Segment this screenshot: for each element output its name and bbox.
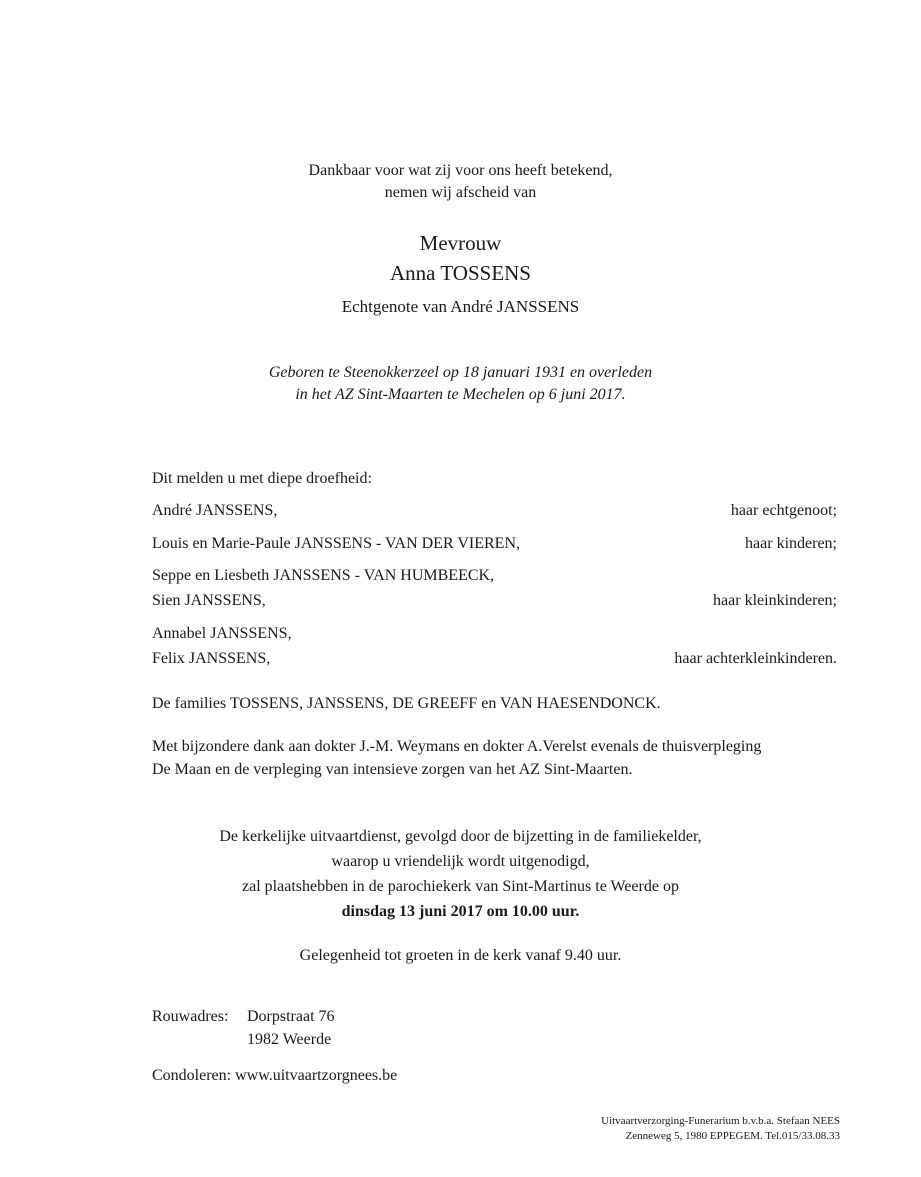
relative-name: Annabel JANSSENS, [152,625,292,642]
address-city: 1982 Weerde [247,1031,332,1048]
service-line-1: De kerkelijke uitvaartdienst, gevolgd door de bijzetting in de familiekelder, [219,828,702,845]
service-line-3: zal plaatshebben in de parochiekerk van Sint-Martinus te Weerde op [242,878,679,895]
relative-name: André JANSSENS, [152,502,278,519]
thanks-line-2: De Maan en de verpleging van intensieve zorgen van het AZ Sint-Maarten. [152,761,633,778]
relative-relation: haar kinderen; [745,535,837,552]
relative-name: Sien JANSSENS, [152,592,266,609]
salutation: Mevrouw [419,231,502,255]
spouse-line: Echtgenote van André JANSSENS [341,297,580,316]
families-line: De families TOSSENS, JANSSENS, DE GREEFF en VAN HAESENDONCK. [152,695,661,712]
relative-relation: haar echtgenoot; [730,502,837,519]
relative-relation: haar achterkleinkinderen. [674,650,837,667]
thanks-line-1: Met bijzondere dank aan dokter J.-M. Weymans en dokter A.Verelst evenals de thuisverpleging [152,738,762,755]
address-street: Dorpstraat 76 [247,1008,335,1025]
greeting-line: Gelegenheid tot groeten in de kerk vanaf 9.40 uur. [299,947,622,964]
relative-name: Louis en Marie-Paule JANSSENS - VAN DER VIEREN, [152,535,520,552]
service-line-2: waarop u vriendelijk wordt uitgenodigd, [331,853,590,870]
footer-line-2: Zenneweg 5, 1980 EPPEGEM. Tel.015/33.08.33 [625,1130,840,1142]
deceased-name: Anna TOSSENS [389,261,531,285]
relative-name: Felix JANSSENS, [152,650,271,667]
birth-death-line-2: in het AZ Sint-Maarten te Mechelen op 6 juni 2017. [295,386,626,403]
relative-relation: haar kleinkinderen; [713,592,837,609]
footer-line-1: Uitvaartverzorging-Funerarium b.v.b.a. Stefaan NEES [601,1115,840,1127]
relative-name: Seppe en Liesbeth JANSSENS - VAN HUMBEECK, [152,567,495,584]
announcement-intro: Dit melden u met diepe droefheid: [152,470,372,487]
condolences-line: Condoleren: www.uitvaartzorgnees.be [152,1067,398,1084]
address-label: Rouwadres: [152,1008,229,1025]
service-date: dinsdag 13 juni 2017 om 10.00 uur. [341,903,580,920]
intro-line-1: Dankbaar voor wat zij voor ons heeft betekend, [308,162,613,179]
birth-death-line-1: Geboren te Steenokkerzeel op 18 januari 1931 en overleden [268,364,653,381]
intro-line-2: nemen wij afscheid van [384,184,537,201]
